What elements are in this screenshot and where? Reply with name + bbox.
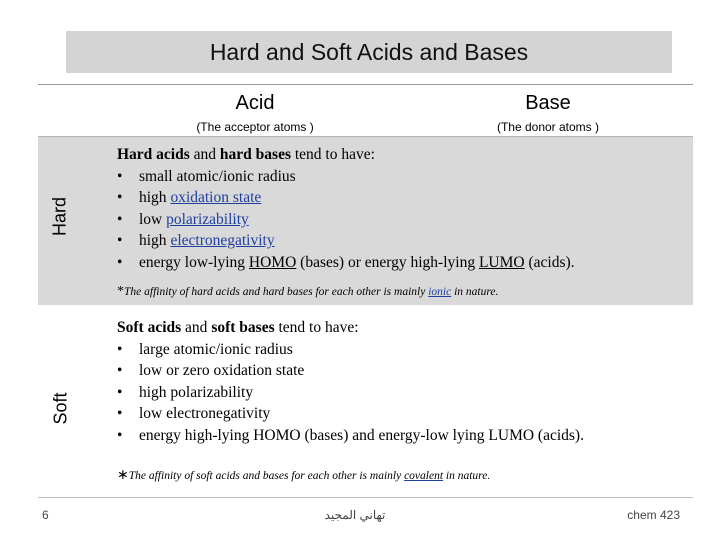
slide-title-bar [66, 31, 672, 73]
acid-column-header [185, 92, 325, 134]
polarizability-link[interactable]: polarizability [166, 210, 249, 228]
oxidation-state-link[interactable]: oxidation state [170, 189, 262, 207]
acid-label: Acid [235, 92, 275, 114]
bullet-icon: • [117, 340, 123, 358]
soft-intro [117, 317, 584, 339]
list-item [117, 187, 575, 209]
base-sublabel: (The donor atoms ) [496, 120, 600, 134]
list-item-text: high [139, 189, 171, 207]
bullet-icon: • [117, 232, 123, 250]
footer-rule [38, 497, 693, 498]
list-item [117, 403, 584, 425]
header-rule [38, 84, 693, 85]
list-item-text: low electronegativity [139, 405, 271, 423]
homo-link[interactable]: HOMO [248, 253, 297, 271]
list-item-text: low or zero oxidation state [139, 362, 305, 380]
ionic-link[interactable]: ionic [428, 286, 452, 298]
bullet-icon: • [117, 362, 123, 380]
lumo-link[interactable]: LUMO [478, 253, 525, 271]
bullet-icon: • [117, 405, 123, 423]
page-number: 6 [42, 508, 49, 522]
list-item [117, 166, 575, 188]
list-item [117, 230, 575, 252]
covalent-link[interactable]: covalent [404, 470, 444, 482]
author-name: تهاني المجيد [324, 508, 386, 522]
list-item-text: high polarizability [139, 383, 254, 401]
soft-properties [117, 317, 584, 447]
hard-intro-tail: tend to have: [290, 146, 375, 163]
list-item-text: energy low-lying [139, 253, 249, 271]
base-column-header [468, 92, 628, 134]
hard-note-tail: in nature. [451, 286, 499, 298]
hard-intro-and: and [189, 146, 220, 163]
list-item-text: small atomic/ionic radius [139, 167, 296, 185]
hard-side-label: Hard [49, 197, 70, 237]
soft-acids-term: Soft acids [117, 319, 182, 336]
soft-bases-term: soft bases [211, 319, 275, 336]
hard-affinity-note [117, 284, 498, 300]
hard-acids-term: Hard acids [117, 146, 190, 163]
list-item-text: low [139, 210, 167, 228]
bullet-icon: • [117, 189, 123, 207]
slide-title: Hard and Soft Acids and Bases [209, 38, 529, 65]
bullet-icon: • [117, 253, 123, 271]
bullet-icon: • [117, 210, 123, 228]
list-item [117, 360, 584, 382]
soft-note-tail: in nature. [443, 470, 491, 482]
hard-note-text: The affinity of hard acids and hard bases for each other is mainly [124, 286, 429, 298]
list-item [117, 252, 575, 274]
asterisk-icon: ∗ [117, 468, 129, 483]
hard-bases-term: hard bases [219, 146, 291, 163]
list-item [117, 425, 584, 447]
list-item-text: energy high-lying HOMO (bases) and energy-low lying LUMO (acids). [139, 426, 584, 444]
list-item-text: (acids). [524, 253, 575, 271]
list-item [117, 382, 584, 404]
electronegativity-link[interactable]: electronegativity [170, 232, 275, 250]
list-item-text: large atomic/ionic radius [139, 340, 293, 358]
list-item-text: high [139, 232, 171, 250]
hard-intro [117, 144, 575, 166]
soft-side-label: Soft [50, 392, 71, 425]
course-code: chem 423 [627, 508, 680, 522]
hard-properties [117, 144, 575, 274]
list-item-text: (bases) or energy high-lying [296, 253, 479, 271]
base-label: Base [525, 92, 571, 114]
soft-intro-and: and [181, 319, 212, 336]
acid-sublabel: (The acceptor atoms ) [196, 120, 314, 134]
soft-intro-tail: tend to have: [274, 319, 359, 336]
soft-note-text: The affinity of soft acids and bases for each other is mainly [128, 470, 405, 482]
bullet-icon: • [117, 426, 123, 444]
soft-affinity-note [117, 467, 490, 484]
bullet-icon: • [117, 167, 123, 185]
list-item [117, 209, 575, 231]
list-item [117, 339, 584, 361]
asterisk-icon: * [117, 284, 124, 299]
bullet-icon: • [117, 383, 123, 401]
